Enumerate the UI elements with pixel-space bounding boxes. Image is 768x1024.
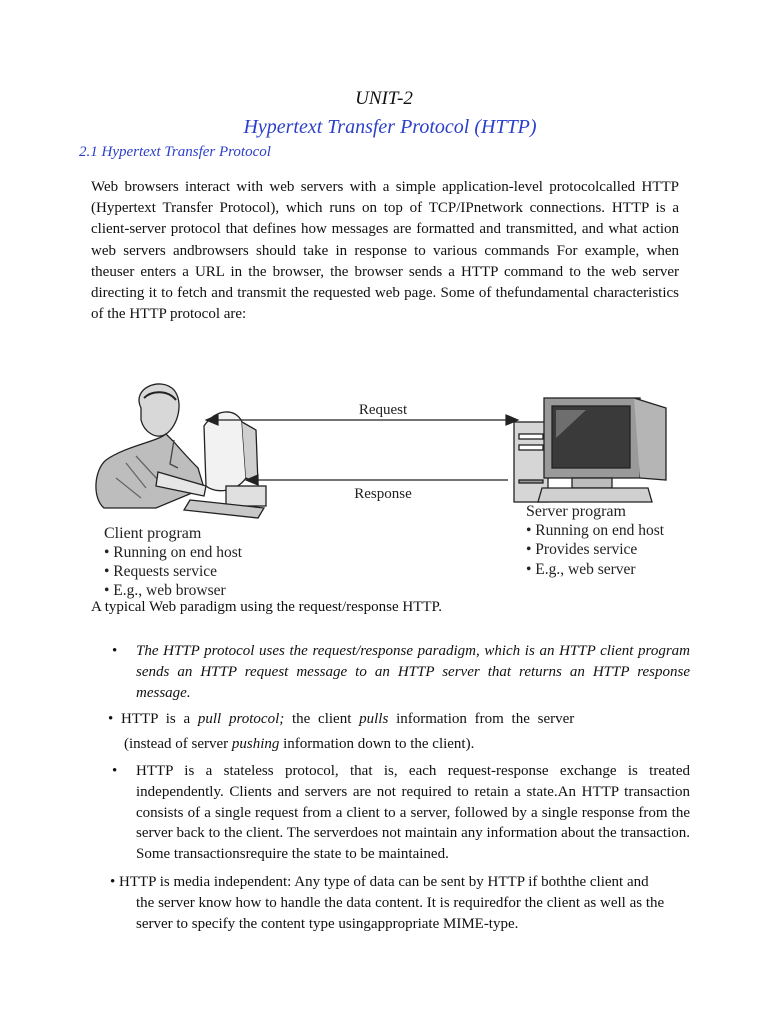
server-title: Server program — [526, 503, 626, 520]
figure-caption: A typical Web paradigm using the request/response HTTP. — [91, 599, 442, 615]
bullet-text: information from the server — [396, 711, 575, 727]
unit-heading: UNIT-2 — [355, 88, 413, 109]
client-point: • Running on end host — [104, 544, 243, 561]
bullet-text: the server know how to handle the data content. It is requiredfor the client as well as the server to specify the content type usingappropriate MIME-type. — [136, 894, 665, 932]
client-point: • E.g., web browser — [104, 582, 226, 599]
bullet-line — [108, 709, 668, 730]
page-title: Hypertext Transfer Protocol (HTTP) — [243, 116, 537, 138]
request-label: Request — [358, 402, 408, 418]
client-title: Client program — [104, 525, 202, 542]
server-point: • E.g., web server — [526, 561, 636, 578]
bullet-icon: • — [110, 874, 116, 890]
client-computer-icon — [184, 412, 266, 518]
bullet-emphasis: pulls — [359, 711, 389, 727]
figure-svg — [86, 368, 686, 600]
request-response-figure — [86, 368, 686, 600]
bullet-icon: • — [108, 711, 114, 727]
section-heading: 2.1 Hypertext Transfer Protocol — [79, 144, 271, 160]
bullet-icon: • — [112, 763, 118, 779]
intro-paragraph: Web browsers interact with web servers with a simple application-level protocolcalled HTTP (Hypertext Transfer Protocol), which runs on top of TCP/IPnetwork connections. HTTP is a client-server protocol that defines how messages are formatted and transmitted, and what action web servers andbrowsers should take in response to various commands For example, when theuser enters a URL in the browser, the browser sends a HTTP command to the web server directing it to fetch and transmit the requested web page. Some of thefundamental characteristics of the HTTP protocol are: — [91, 179, 679, 323]
bullet-text: HTTP is a stateless protocol, that is, each request-response exchange is treated independently. Clients and servers are not required to retain a state.An HTTP transaction consists of a single request from a client to a server, followed by a single response from the server back to the client. The serverdoes not maintain any information about the transaction. Some transactionsrequire the state to be maintained. — [136, 763, 690, 863]
bullet-emphasis: pushing — [231, 735, 280, 752]
server-computer-icon — [514, 398, 666, 502]
bullet-text: (instead of server — [124, 735, 229, 752]
bullet-emphasis: pull protocol; — [197, 711, 285, 727]
server-point: • Provides service — [526, 541, 638, 558]
bullet-text: HTTP is a — [121, 711, 191, 727]
bullet-line — [110, 872, 690, 893]
server-point: • Running on end host — [526, 522, 665, 539]
response-arrow — [246, 475, 508, 485]
bullet-text: HTTP is media independent: Any type of data can be sent by HTTP if boththe client and — [119, 874, 649, 890]
client-person-icon — [96, 384, 206, 508]
bullet-text: information down to the client). — [283, 735, 475, 752]
bullet-line — [124, 734, 668, 755]
bullet-text: the client — [291, 711, 352, 727]
client-point: • Requests service — [104, 563, 218, 580]
bullet-text: The HTTP protocol uses the request/response paradigm, which is an HTTP client program sends an HTTP request message to an HTTP server that returns an HTTP response message. — [136, 643, 690, 701]
response-label: Response — [354, 486, 412, 502]
bullet-pull-protocol — [108, 709, 668, 755]
bullet-icon: • — [112, 643, 118, 659]
bullet-media-independent — [110, 872, 690, 934]
